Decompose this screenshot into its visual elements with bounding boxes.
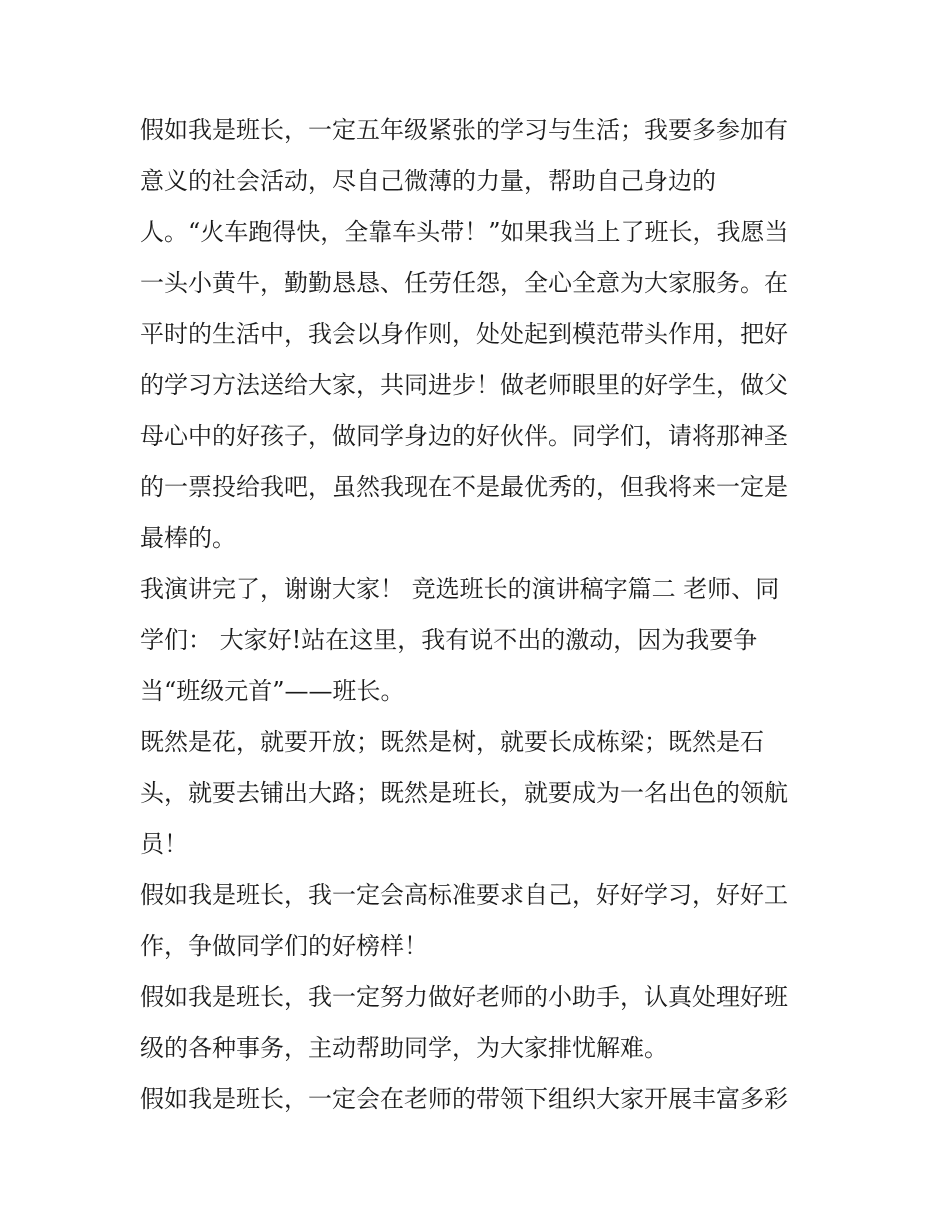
text-line-6: 的学习方法送给大家，共同进步！做老师眼里的好学生，做父: [140, 371, 788, 399]
text-line-18: 假如我是班长，我一定努力做好老师的小助手，认真处理好班: [140, 983, 788, 1011]
text-line-1: 假如我是班长，一定五年级紧张的学习与生活；我要多参加有: [140, 116, 788, 144]
document-body: [140, 105, 830, 1125]
text-line-20: 假如我是班长，一定会在老师的带领下组织大家开展丰富多彩: [140, 1085, 788, 1113]
text-line-17: 作，争做同学们的好榜样！: [140, 932, 428, 960]
text-line-7: 母心中的好孩子，做同学身边的好伙伴。同学们，请将那神圣: [140, 422, 788, 450]
text-line-5: 平时的生活中，我会以身作则，处处起到模范带头作用，把好: [140, 320, 788, 348]
text-line-10: 我演讲完了，谢谢大家！ 竞选班长的演讲稿字篇二 老师、同: [140, 575, 780, 603]
text-line-13: 既然是花，就要开放；既然是树，就要长成栋梁；既然是石: [140, 728, 764, 756]
text-line-4: 一头小黄牛，勤勤恳恳、任劳任怨，全心全意为大家服务。在: [140, 269, 788, 297]
text-line-16: 假如我是班长，我一定会高标准要求自己，好好学习，好好工: [140, 881, 788, 909]
text-line-11: 学们： 大家好!站在这里，我有说不出的激动，因为我要争: [140, 626, 758, 654]
text-line-9: 最棒的。: [140, 524, 236, 552]
text-line-2: 意义的社会活动，尽自己微薄的力量，帮助自己身边的: [140, 167, 716, 195]
text-line-15: 员！: [140, 830, 188, 858]
text-line-3: 人。“火车跑得快，全靠车头带！”如果我当上了班长，我愿当: [140, 218, 789, 246]
text-line-12: 当“班级元首”——班长。: [140, 677, 405, 705]
text-line-14: 头，就要去铺出大路；既然是班长，就要成为一名出色的领航: [140, 779, 788, 807]
text-line-19: 级的各种事务，主动帮助同学，为大家排忧解难。: [140, 1034, 668, 1062]
text-line-8: 的一票投给我吧，虽然我现在不是最优秀的，但我将来一定是: [140, 473, 788, 501]
